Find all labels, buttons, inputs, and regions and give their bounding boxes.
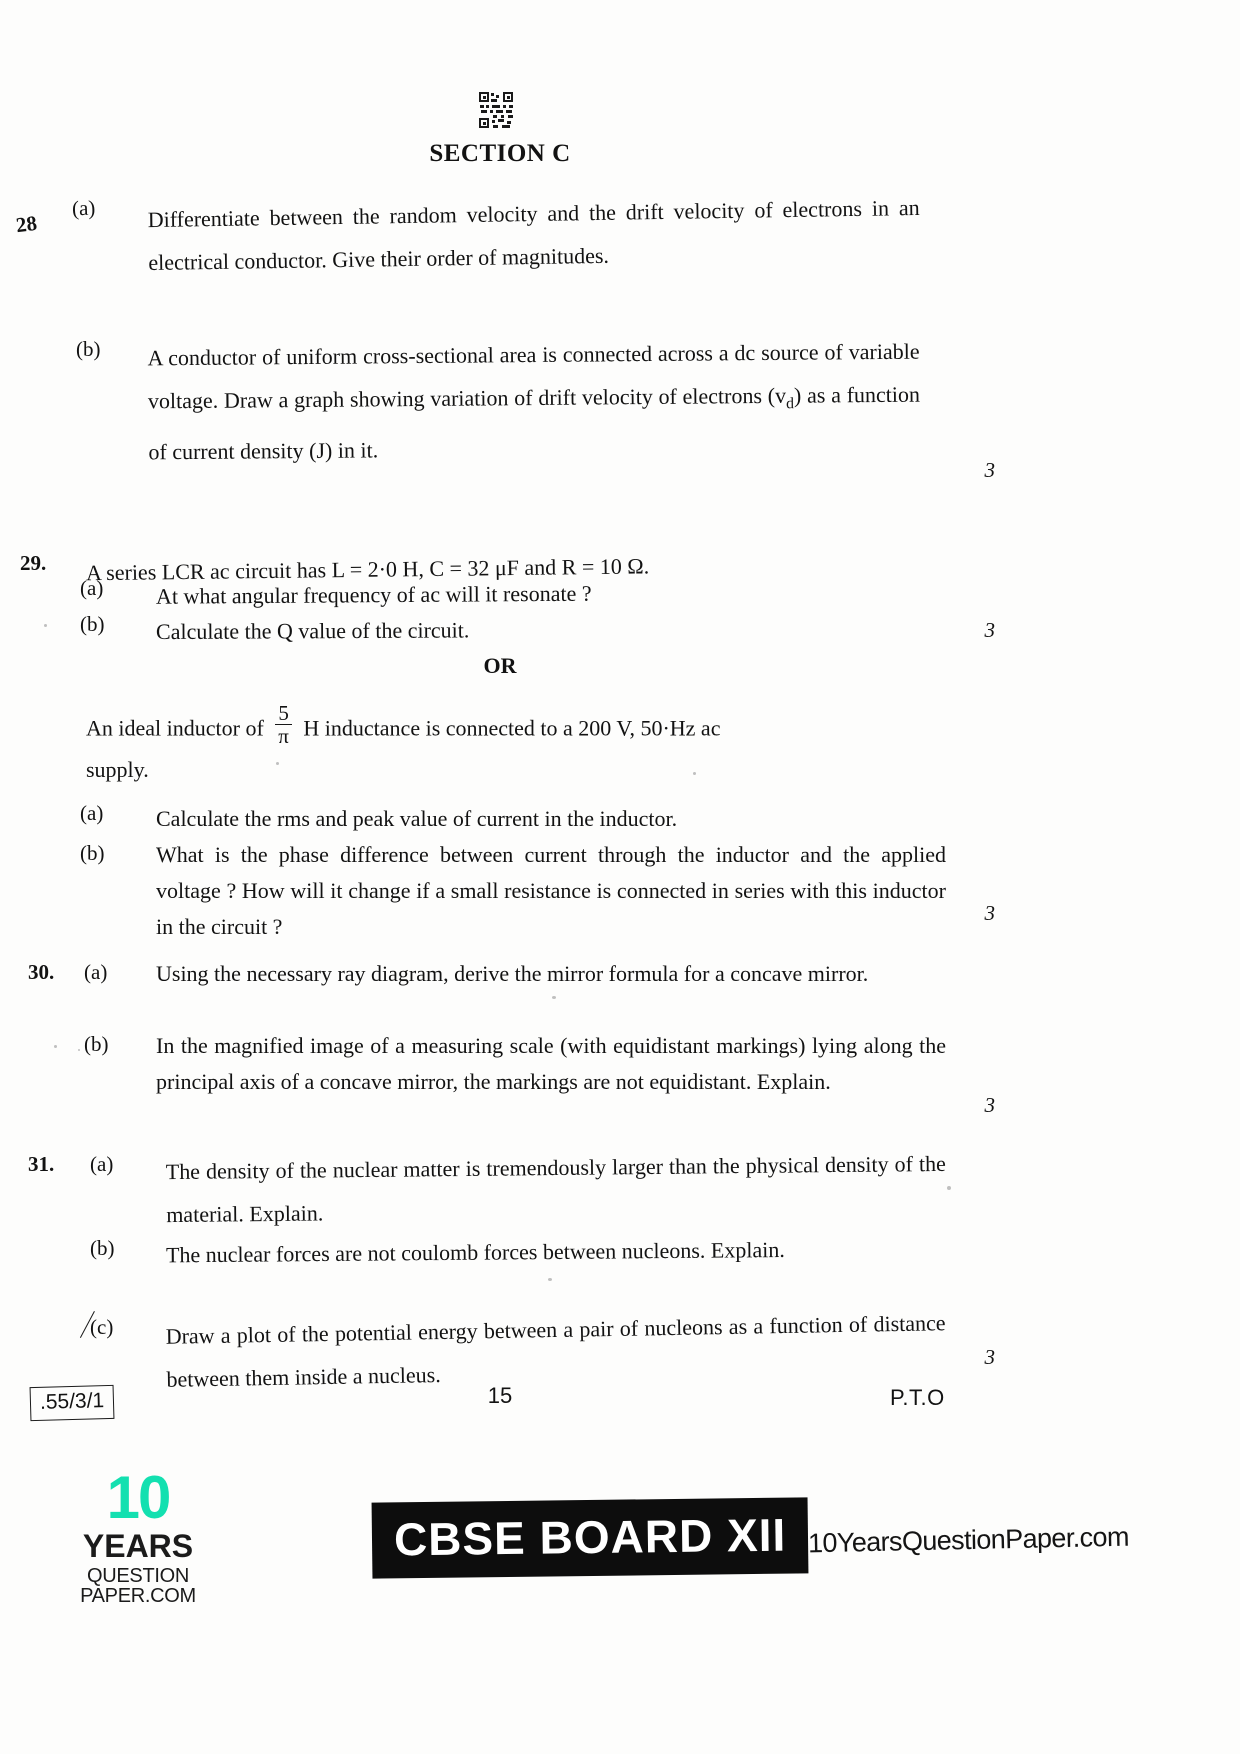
marks-29-alt: 3 — [984, 901, 995, 925]
question-number-31: 31. — [28, 1152, 55, 1176]
site-url-watermark: 10YearsQuestionPaper.com — [807, 1521, 1130, 1559]
part-label-31c: (c) — [90, 1315, 114, 1339]
marks-31: 3 — [984, 1345, 995, 1369]
cbse-board-banner: CBSE BOARD XII — [372, 1497, 809, 1578]
part-label-28b: (b) — [76, 337, 101, 361]
question-29-alt-b-text: What is the phase difference between current through the inductor and the applied voltage ? How will it change if a small resistance is connected in series with this inductor in the circuit ? — [156, 842, 946, 939]
question-28b-text — [147, 330, 920, 474]
question-30a-text: Using the necessary ray diagram, derive the mirror formula for a concave mirror. — [156, 961, 869, 986]
scan-speck — [552, 996, 556, 999]
part-label-29b: (b) — [80, 612, 105, 636]
paper-code-box: .55/3/1 — [30, 1385, 115, 1421]
question-29-alt-stem-line2: supply. — [86, 757, 149, 782]
marks-29: 3 — [984, 618, 995, 642]
part-label-31a: (a) — [90, 1152, 114, 1176]
fraction-5-over-pi — [275, 702, 292, 747]
question-30b-text: In the magnified image of a measuring scale (with equidistant markings) lying along the principal axis of a concave mirror, the markings are not equidistant. Explain. — [156, 1033, 946, 1094]
scan-speck — [947, 1186, 951, 1190]
part-label-29-alt-a: (a) — [80, 801, 104, 825]
section-heading: SECTION C — [429, 140, 571, 167]
page-number: 15 — [487, 1383, 513, 1408]
question-number-30: 30. — [28, 960, 55, 984]
scan-speck — [276, 762, 279, 765]
scan-speck — [693, 772, 696, 775]
scan-speck — [548, 1278, 552, 1281]
pto-label: P.T.O — [890, 1385, 945, 1410]
question-29-alt-a-text: Calculate the rms and peak value of current in the inductor. — [156, 806, 678, 831]
part-label-29-alt-b: (b) — [80, 841, 105, 865]
question-28a-text: Differentiate between the random velocity and the drift velocity of electrons in an electrical conductor. Give their order of magnitudes. — [147, 194, 920, 276]
brand-years-text: YEARS — [82, 1528, 194, 1564]
question-31a-text: The density of the nuclear matter is tremendously larger than the physical density of the material. Explain. — [165, 1150, 946, 1228]
scan-speck — [78, 1049, 80, 1051]
marks-30: 3 — [984, 1093, 995, 1117]
scan-speck — [44, 624, 47, 627]
alt-stem-before: An ideal inductor of — [86, 715, 264, 741]
q28b-segment-1: A conductor of uniform cross-sectional area is connected across a dc source of variable voltage. Draw a graph showing variation of drift velocity of electrons (v — [147, 338, 920, 414]
q28b-subscript: d — [786, 395, 795, 413]
question-29b-text: Calculate the Q value of the circuit. — [155, 617, 470, 645]
part-label-30a: (a) — [84, 960, 108, 984]
brand-domain-text: QUESTION PAPER.COM — [80, 1565, 196, 1607]
brand-logo-left — [28, 1464, 248, 1607]
fraction-denominator: π — [275, 724, 292, 747]
question-number-29: 29. — [20, 551, 47, 575]
part-label-30b: (b) — [84, 1032, 109, 1056]
part-label-31b: (b) — [90, 1236, 115, 1260]
or-label-29: OR — [483, 653, 517, 678]
scan-speck — [54, 1045, 57, 1048]
question-29a-text: At what angular frequency of ac will it resonate ? — [155, 580, 592, 609]
alt-stem-after: H inductance is connected to a 200 V, 50·Hz ac — [303, 715, 721, 741]
question-31c-text: Draw a plot of the potential energy between a pair of nucleons as a function of distance between them inside a nucleus. — [165, 1310, 946, 1392]
part-label-28a: (a) — [71, 195, 96, 221]
qr-code-icon — [479, 92, 513, 128]
brand-ten-text: 10 — [106, 1464, 170, 1531]
question-29-stem: A series LCR ac circuit has L = 2·0 H, C = 32 μF and R = 10 Ω. — [85, 553, 650, 586]
question-31b-text: The nuclear forces are not coulomb forces between nucleons. Explain. — [165, 1237, 785, 1268]
question-29-alt-stem — [86, 701, 956, 750]
question-number-28: 28 — [14, 210, 39, 238]
part-label-29a: (a) — [80, 576, 104, 600]
marks-28: 3 — [984, 458, 995, 482]
fraction-numerator: 5 — [278, 701, 289, 725]
q28b-segment-2: ) as a function of current density (J) in it. — [148, 381, 921, 465]
